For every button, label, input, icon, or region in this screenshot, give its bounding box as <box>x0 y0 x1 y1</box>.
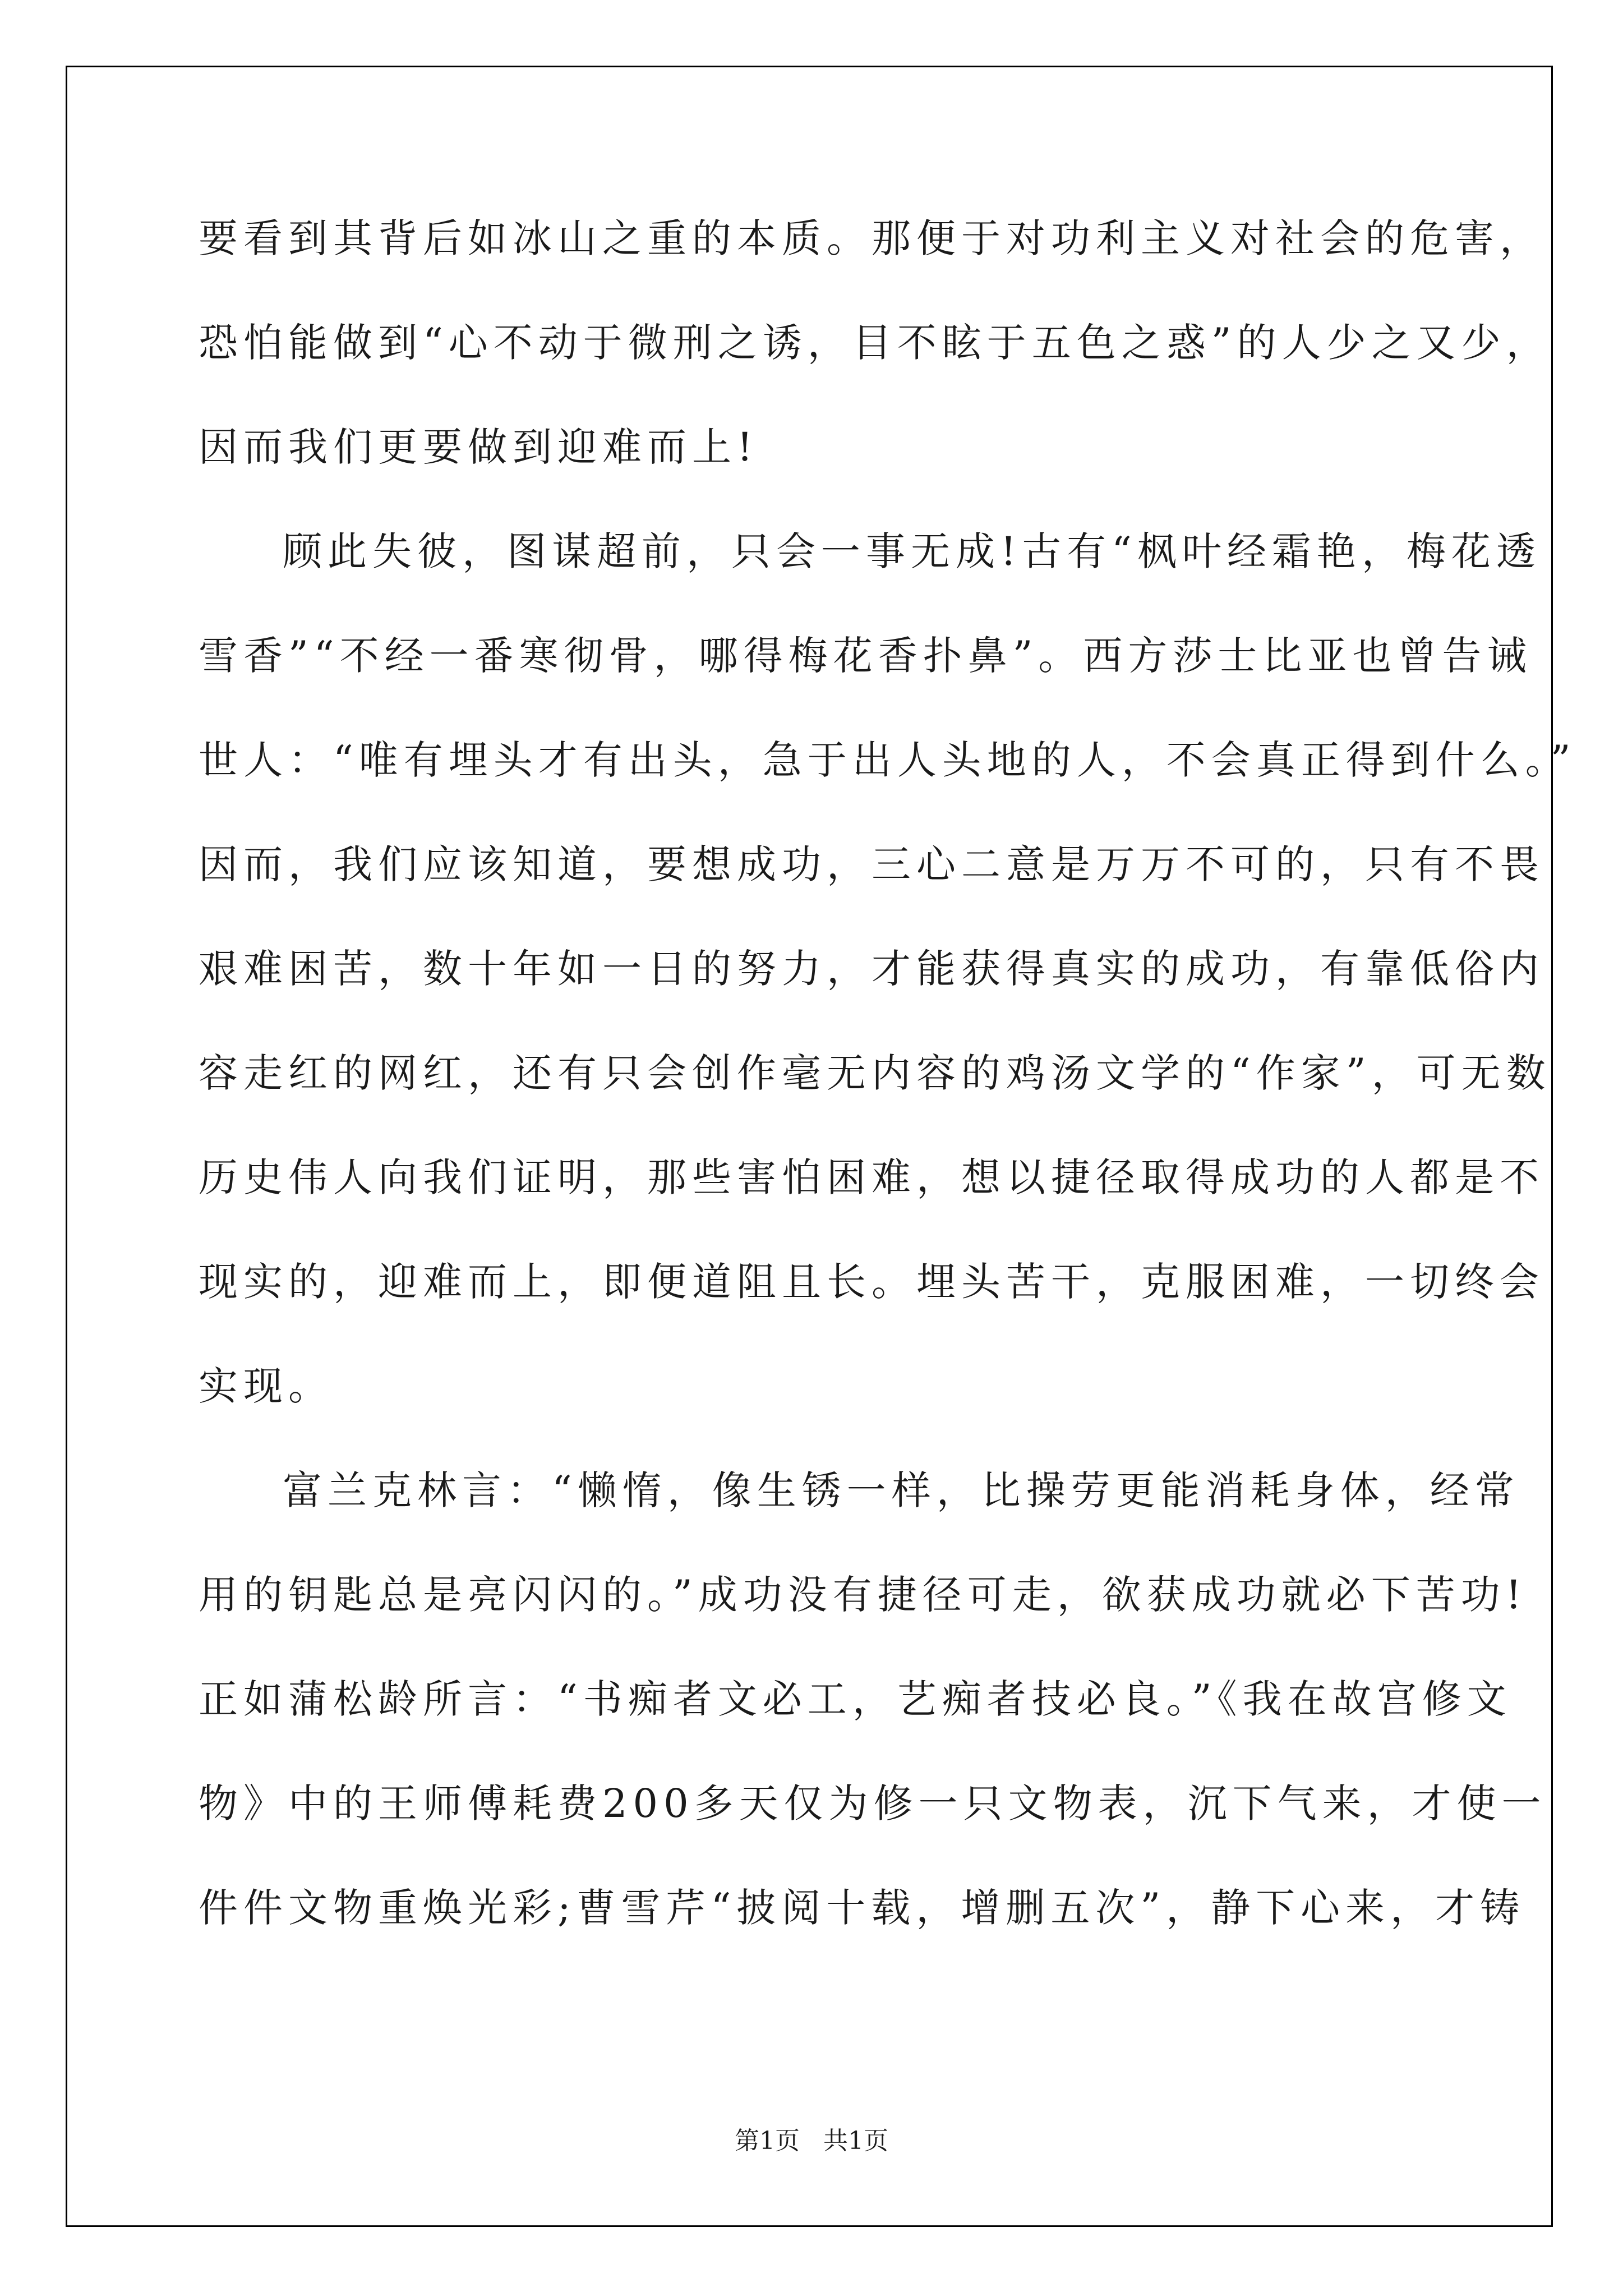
text-line: 正如蒲松龄所言：“书痴者文必工，艺痴者技必良。”《我在故宫修文 <box>199 1676 1512 1722</box>
text-line: 物》中的王师傅耗费200多天仅为修一只文物表，沉下气来，才使一 <box>199 1780 1547 1826</box>
text-line: 艰难困苦，数十年如一日的努力，才能获得真实的成功，有靠低俗内 <box>199 946 1544 992</box>
text-line: 雪香”“不经一番寒彻骨，哪得梅花香扑鼻”。西方莎士比亚也曾告诫 <box>199 633 1532 679</box>
text-line: 世人：“唯有埋头才有出头，急于出人头地的人，不会真正得到什么。” <box>199 737 1576 783</box>
text-line: 用的钥匙总是亮闪闪的。”成功没有捷径可走，欲获成功就必下苦功! <box>199 1572 1527 1618</box>
paragraph-start: 顾此失彼，图谋超前，只会一事无成!古有“枫叶经霜艳，梅花透 <box>283 528 1541 574</box>
text-line: 要看到其背后如冰山之重的本质。那便于对功利主义对社会的危害， <box>199 215 1544 261</box>
text-line: 实现。 <box>199 1363 333 1409</box>
document-body <box>199 215 1576 1993</box>
text-line: 恐怕能做到“心不动于微刑之诱，目不眩于五色之惑”的人少之又少， <box>199 320 1551 366</box>
text-line: 件件文物重焕光彩;曹雪芹“披阅十载，增删五次”，静下心来，才铸 <box>199 1885 1525 1931</box>
text-line: 因而，我们应该知道，要想成功，三心二意是万万不可的，只有不畏 <box>199 841 1544 887</box>
text-line: 现实的，迎难而上，即便道阻且长。埋头苦干，克服困难，一切终会 <box>199 1259 1544 1305</box>
paragraph-start: 富兰克林言：“懒惰，像生锈一样，比操劳更能消耗身体，经常 <box>283 1467 1520 1513</box>
text-line: 容走红的网红，还有只会创作毫无内容的鸡汤文学的“作家”，可无数 <box>199 1050 1551 1096</box>
text-line: 因而我们更要做到迎难而上! <box>199 424 759 470</box>
text-line: 历史伟人向我们证明，那些害怕困难，想以捷径取得成功的人都是不 <box>199 1154 1544 1200</box>
page-footer: 第1页 共1页 <box>735 2127 888 2155</box>
